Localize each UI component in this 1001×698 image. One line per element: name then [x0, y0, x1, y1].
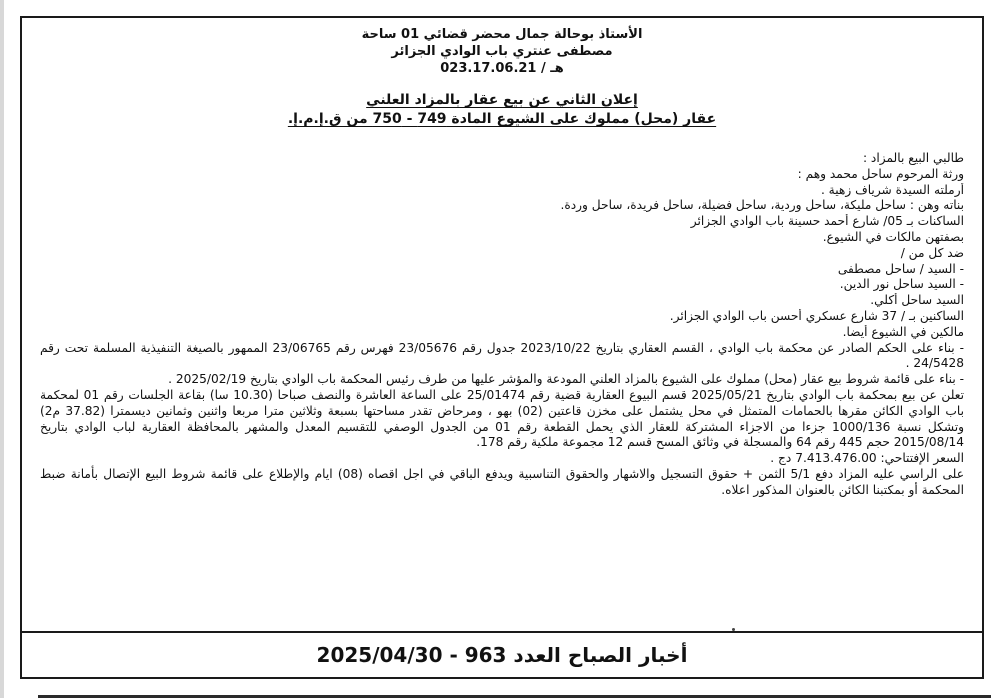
notice-title-main: إعلان الثاني عن بيع عقار بالمزاد العلني	[366, 92, 638, 108]
body-line: مالكين في الشيوع أيضا.	[842, 324, 964, 339]
body-line: ضد كل من /	[900, 245, 964, 260]
body-line: - السيد ساحل نور الدين.	[839, 277, 964, 292]
newspaper-footer	[22, 631, 982, 677]
body-line: - السيد / ساحل مصطفى	[837, 261, 964, 276]
bailiff-header	[40, 26, 964, 77]
scan-edge	[0, 0, 4, 698]
sale-paragraph: تعلن عن بيع بمحكمة باب الوادي بتاريخ 2025/05/21 قسم البيوع العقارية قضية رقم 25/01474 على الساعة العاشرة والنصف صباحا (10.30 سا) بقاعة الجلسات رقم 01 لمحكمة باب الوادي الكائن مقرها بالحمامات المتمثل في محل يشتمل على مخزن قاعتين (02) بهو ، ومرحاض تقدر مساحتها بسبعة وثلاثين مترا مربعا واثنين وثمانين ديسمترا (37.82 م2) وتشكل نسبة 1000/136 جزءا من الاجزاء المشتركة للعقار الذي يحمل القطعة رقم 01 من الجدول الوصفي للتقسيم المعدل والمشهر بالمحافظة العقارية لباب الوادي بتاريخ 2015/08/14 حجم 445 رقم 64 والمسجلة في وثائق المسح قسم 12 مجموعة ملكية رقم 178.	[40, 387, 965, 450]
notice-title-sub: عقار (محل) مملوك على الشيوع المادة 749 - 750 من ق.إ.م.إ.	[287, 111, 717, 127]
body-line: الساكنات بـ 05/ شارع أحمد حسينة باب الوادي الجزائر	[690, 214, 964, 229]
body-line: ورثة المرحوم ساحل محمد وهم :	[797, 166, 964, 181]
body-line: الساكنين بـ / 37 شارع عسكري أحسن باب الوادي الجزائر.	[669, 308, 964, 323]
notice-body	[40, 151, 964, 499]
opening-price: السعر الإفتتاحي: 7.413.476.00 دج .	[770, 451, 964, 466]
body-line: أرملته السيدة شرياف زهية .	[820, 182, 964, 197]
body-line: بصفتهن مالكات في الشيوع.	[822, 229, 964, 244]
body-line: طالبي البيع بالمزاد :	[862, 151, 964, 165]
newspaper-issue: أخبار الصباح العدد 963 - 2025/04/30	[316, 643, 688, 667]
body-line: بناته وهن : ساحل مليكة، ساحل وردية، ساحل فضيلة، ساحل فريدة، ساحل وردة.	[560, 198, 964, 213]
conditions-paragraph: - بناء على قائمة شروط بيع عقار (محل) مملوك على الشيوع بالمزاد العلني المودعة والمؤشر عليها من طرف رئيس المحكمة باب الوادي بتاريخ 2025/02/19 .	[168, 372, 964, 387]
notice-content	[22, 18, 982, 633]
notice-title	[40, 91, 964, 129]
bailiff-phone: هـ / 023.17.06.21	[440, 61, 564, 76]
payment-paragraph: على الراسي عليه المزاد دفع 5/1 الثمن + حقوق التسجيل والاشهار والحقوق التناسبية ويدفع الباقي في اجل اقصاه (08) ايام والإطلاع على قائمة شروط البيع الإتصال بأمانة ضبط المحكمة أو بمكتبنا الكائن بالعنوان المذكور اعلاه.	[40, 466, 964, 497]
bailiff-name: الأستاذ بوحالة جمال محضر قضائي 01 ساحة	[361, 27, 643, 42]
bailiff-address: مصطفى عنتري باب الوادي الجزائر	[391, 44, 613, 59]
body-line: السيد ساحل أكلي.	[870, 293, 964, 308]
legal-notice	[20, 16, 984, 679]
judgment-paragraph: - بناء على الحكم الصادر عن محكمة باب الوادي ، القسم العقاري بتاريخ 2023/10/22 جدول رقم 23/05676 فهرس رقم 23/06765 الممهور بالصيغة التنفيذية المسلمة تحت رقم 24/5428 .	[40, 340, 964, 371]
scan-speck	[732, 628, 735, 631]
